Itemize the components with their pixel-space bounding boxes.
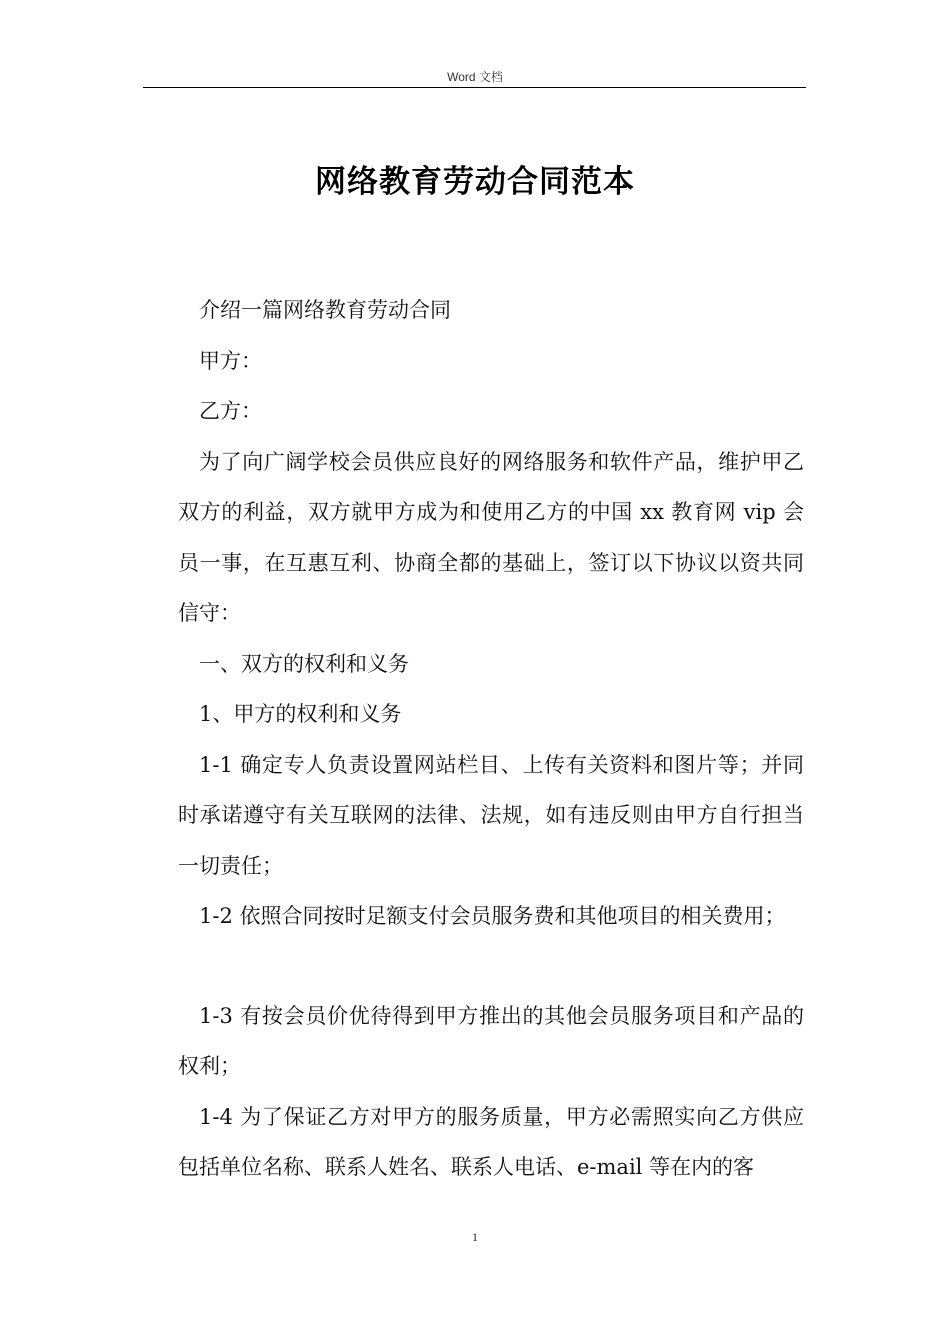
paragraph-party-a: 甲方： [199,348,262,373]
clause-1-4: 1-4 为了保证乙方对甲方的服务质量，甲方必需照实向乙方供应包括单位名称、联系人姓名、联系人电话、e-mail 等在内的客 [178,1104,804,1179]
document-title: 网络教育劳动合同范本 [315,164,635,200]
subsection-heading-party-a: 1、甲方的权利和义务 [199,702,402,726]
paragraph-party-b: 乙方： [199,399,262,423]
clause-1-1: 1-1 确定专人负责设置网站栏目、上传有关资料和图片等；并同时承诺遵守有关互联网的法律、法规，如有违反则由甲方自行担当一切责任； [178,752,804,878]
clause-1-2: 1-2 依照合同按时足额支付会员服务费和其他项目的相关费用； [199,904,786,928]
document-body [178,285,804,1193]
page-header: Word 文档 [447,70,503,84]
paragraph-preamble: 为了向广阔学校会员供应良好的网络服务和软件产品，维护甲乙双方的利益，双方就甲方成为和使用乙方的中国 xx 教育网 vip 会员一事，在互惠互利、协商全都的基础上，签订以下协议以资共同信守： [178,449,804,625]
clause-1-3: 1-3 有按会员价优待得到甲方推出的其他会员服务项目和产品的权利； [178,1003,804,1078]
paragraph-intro: 介绍一篇网络教育劳动合同 [199,298,451,322]
page-number: 1 [472,1230,478,1244]
section-heading-rights: 一、双方的权利和义务 [199,651,409,676]
header-divider [143,87,806,88]
